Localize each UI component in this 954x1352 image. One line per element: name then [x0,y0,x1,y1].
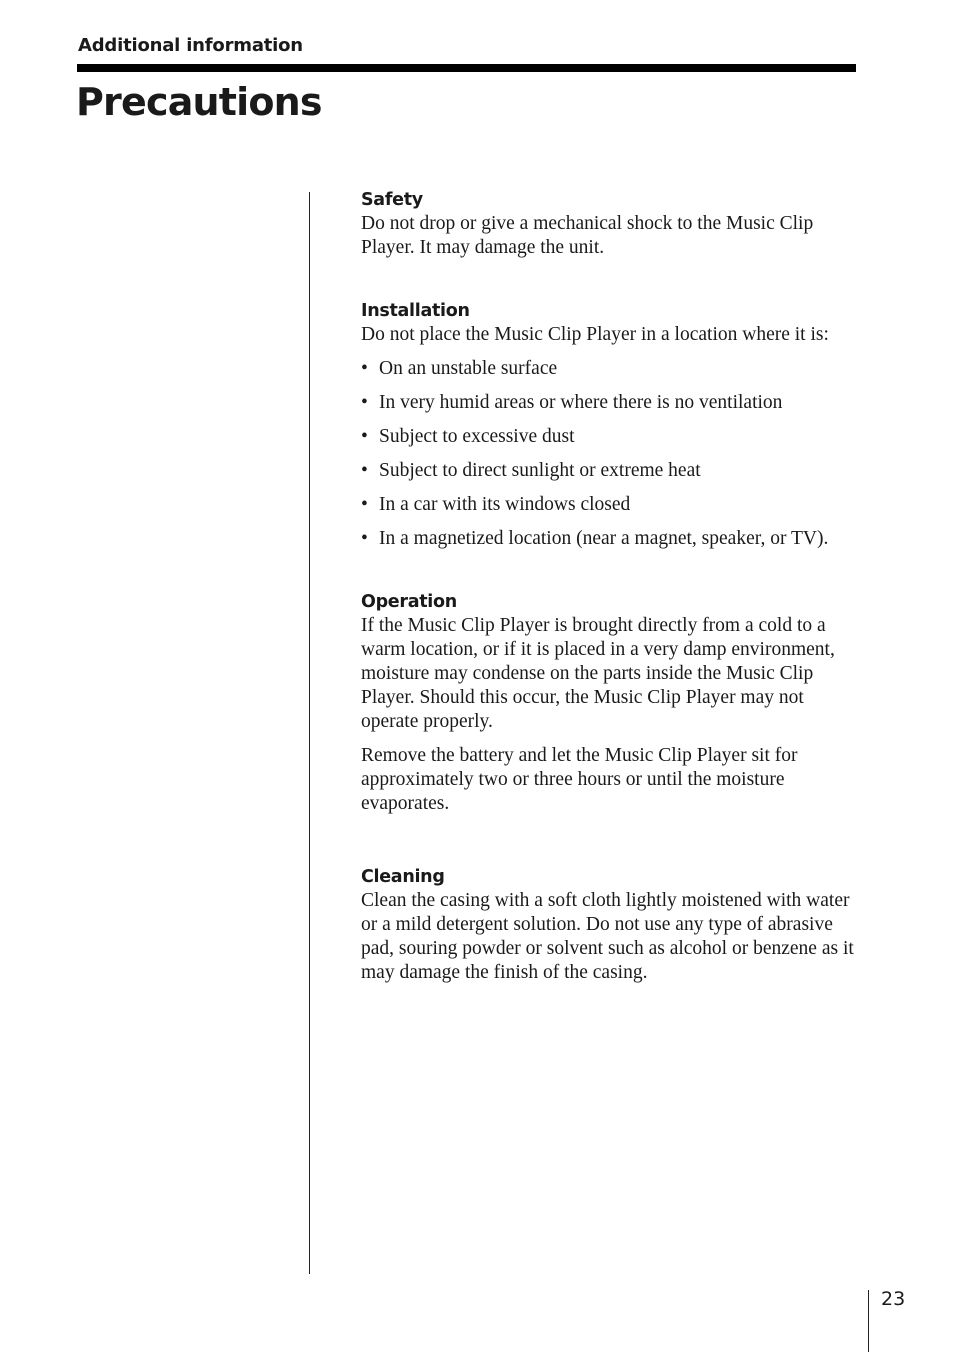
page-number-rule [868,1290,869,1352]
page-title: Precautions [76,80,322,124]
bullet-icon: • [361,426,368,447]
list-item-text: In a magnetized location (near a magnet, speaker, or TV). [379,528,829,549]
installation-bullet-list [361,357,857,551]
operation-paragraph: If the Music Clip Player is brought directly from a cold to a warm location, or if it is placed in a very damp environment, moisture may condense on the parts inside the Music Clip Player. Should this occur, the Music Clip Player may not operate properly. [361,615,835,732]
list-item [361,357,857,381]
list-item-text: Subject to excessive dust [379,426,575,447]
list-item [361,391,857,415]
operation-paragraph: Remove the battery and let the Music Clip Player sit for approximately two or three hours or until the moisture evaporates. [361,745,798,814]
list-item [361,425,857,449]
bullet-icon: • [361,494,368,515]
column-divider [309,192,310,1274]
safety-paragraph: Do not drop or give a mechanical shock to the Music Clip Player. It may damage the unit. [361,213,814,258]
bullet-icon: • [361,460,368,481]
bullet-icon: • [361,392,368,413]
list-item-text: On an unstable surface [379,358,558,379]
list-item [361,493,857,517]
safety-heading: Safety [361,190,423,210]
operation-heading: Operation [361,592,457,612]
list-item-text: Subject to direct sunlight or extreme heat [379,460,701,481]
operation-section [361,590,857,816]
cleaning-heading: Cleaning [361,867,445,887]
section-label: Additional information [78,35,303,56]
cleaning-paragraph: Clean the casing with a soft cloth lightly moistened with water or a mild detergent solution. Do not use any type of abrasive pad, souring powder or solvent such as alcohol or benzene as it may damage the finish of the casing. [361,890,854,983]
safety-section [361,188,857,260]
list-item-text: In a car with its windows closed [379,494,631,515]
list-item [361,459,857,483]
cleaning-section [361,865,857,985]
bullet-icon: • [361,358,368,379]
installation-heading: Installation [361,301,470,321]
content-column [361,188,857,985]
installation-section [361,299,857,551]
list-item-text: In very humid areas or where there is no ventilation [379,392,783,413]
installation-paragraph: Do not place the Music Clip Player in a location where it is: [361,324,829,345]
header-rule [77,64,856,72]
list-item [361,527,857,551]
bullet-icon: • [361,528,368,549]
page-number: 23 [881,1288,906,1310]
